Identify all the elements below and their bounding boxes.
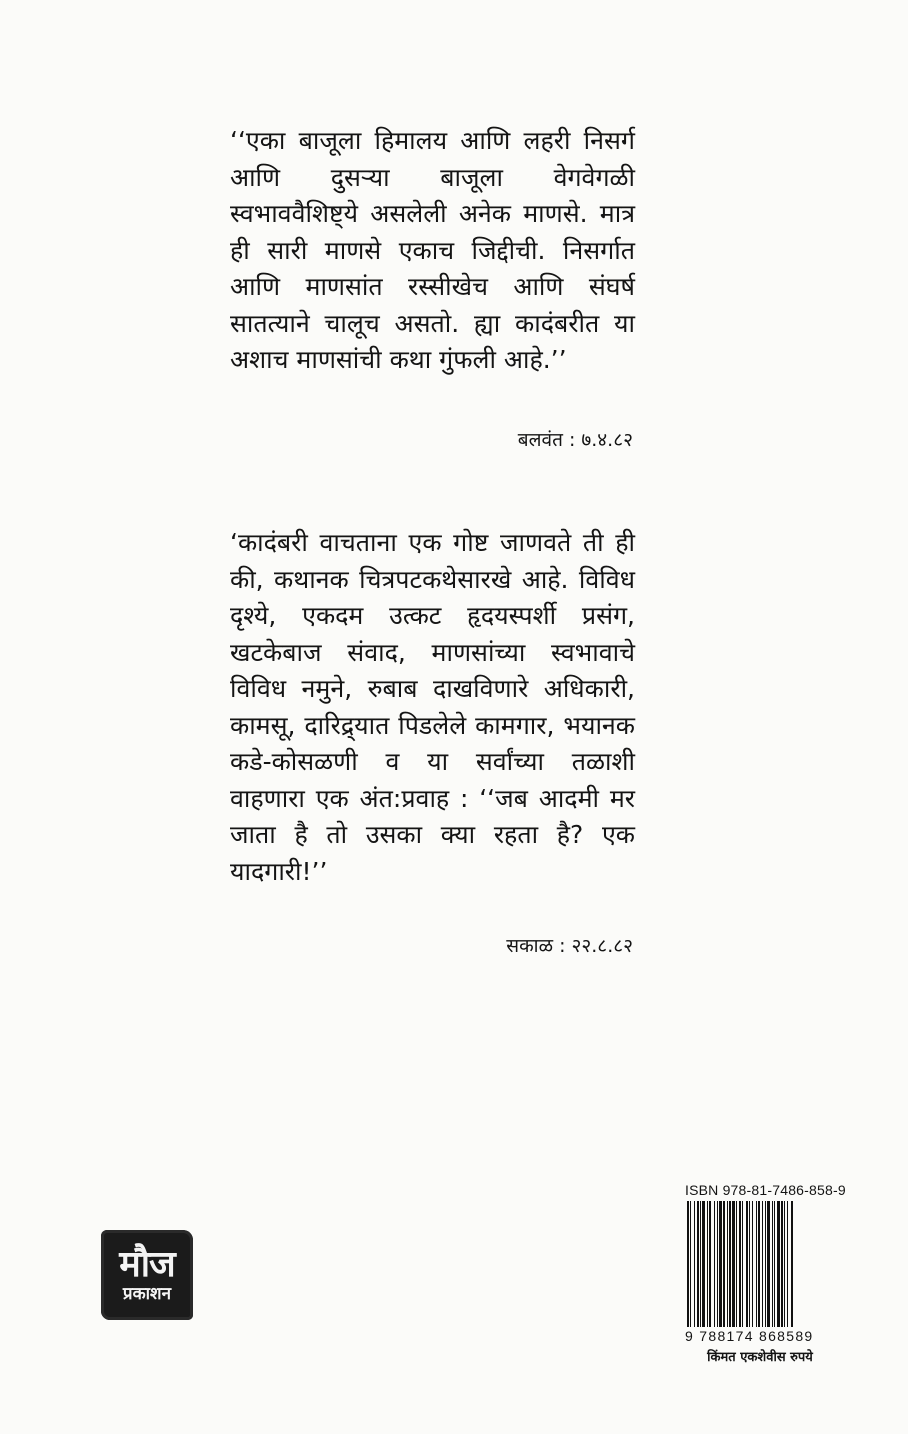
price-label: किंमत एकशेवीस रुपये bbox=[707, 1350, 813, 1365]
review-source-2: सकाळ : २२.८.८२ bbox=[506, 935, 633, 957]
review-quote-1: ‘‘एका बाजूला हिमालय आणि लहरी निसर्ग आणि दुसऱ्या बाजूला वेगवेगळी स्वभाववैशिष्ट्ये असलेली अनेक माणसे. मात्र ही सारी माणसे एकाच जिद्दीची. निसर्गात आणि माणसांत रस्सीखेच आणि संघर्ष सातत्याने चालूच असतो. ह्या कादंबरीत या अशाच माणसांची कथा गुंफली आहे.’’ bbox=[230, 126, 635, 374]
review-quote-2: ‘कादंबरी वाचताना एक गोष्ट जाणवते ती ही की, कथानक चित्रपटकथेसारखे आहे. विविध दृश्ये, एकदम उत्कट हृदयस्पर्शी प्रसंग, खटकेबाज संवाद, माणसांच्या स्वभावाचे विविध नमुने, रुबाब दाखविणारे अधिकारी, कामसू, दारिद्र्यात पिडलेले कामगार, भयानक कडे-कोसळणी व या सर्वांच्या तळाशी वाहणारा एक अंत:प्रवाह : ‘‘जब आदमी मर जाता है तो उसका क्या रहता है? एक यादगारी!’’ bbox=[230, 528, 635, 886]
publisher-logo bbox=[101, 1230, 193, 1320]
isbn-digits: 9 788174 868589 bbox=[685, 1328, 814, 1344]
barcode-icon bbox=[685, 1201, 835, 1327]
isbn-block bbox=[685, 1182, 846, 1365]
publisher-logo-subtitle: प्रकाशन bbox=[122, 1284, 172, 1304]
isbn-label: ISBN 978-81-7486-858-9 bbox=[685, 1182, 846, 1198]
review-source-1: बलवंत : ७.४.८२ bbox=[517, 429, 633, 451]
publisher-logo-name: मौज bbox=[119, 1244, 175, 1285]
